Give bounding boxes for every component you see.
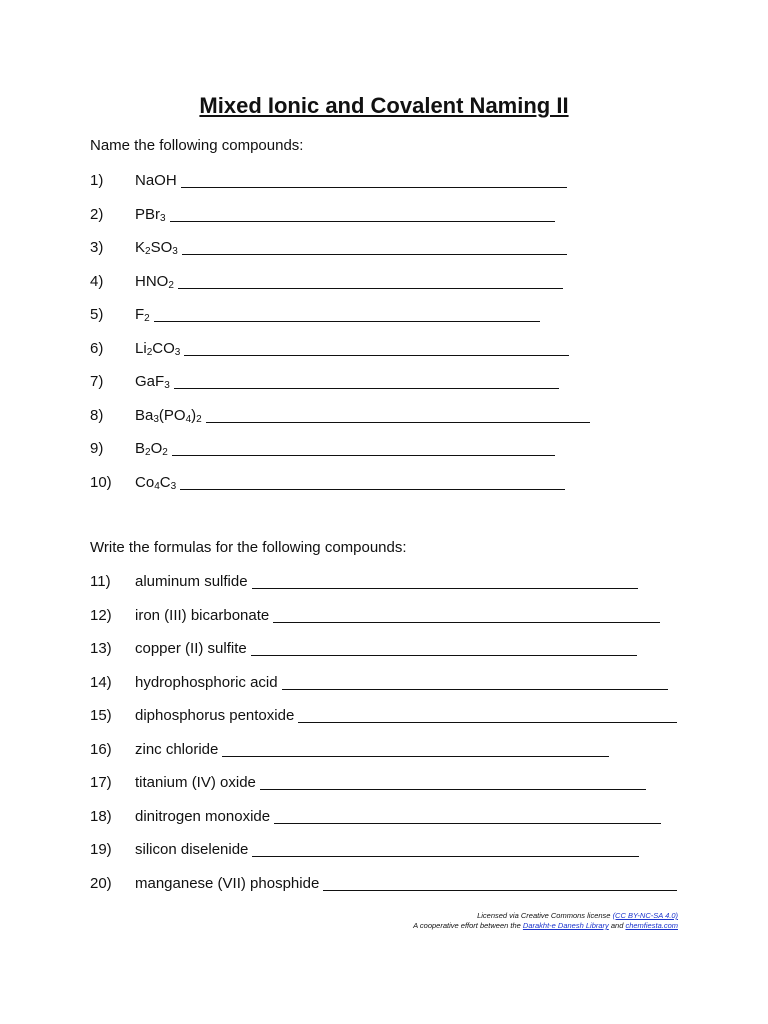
answer-line[interactable]	[178, 272, 563, 289]
question-row	[90, 706, 677, 740]
question-row	[90, 740, 677, 774]
question-number: 4)	[90, 272, 104, 290]
chemical-formula	[135, 305, 150, 325]
question-row	[90, 272, 590, 306]
answer-line[interactable]	[182, 238, 567, 255]
question-row	[90, 473, 590, 507]
chemical-formula	[135, 205, 166, 225]
answer-line[interactable]	[298, 706, 677, 723]
answer-line[interactable]	[172, 439, 555, 456]
answer-line[interactable]	[251, 639, 637, 656]
formula-subscript: 4	[185, 413, 192, 425]
question-number: 11)	[90, 573, 111, 590]
question-row	[90, 372, 590, 406]
formula-symbol: HNO	[135, 272, 169, 290]
question-row	[90, 305, 590, 339]
formula-symbol: )	[191, 406, 197, 424]
answer-line[interactable]	[170, 205, 555, 222]
answer-line[interactable]	[184, 339, 569, 356]
answer-line[interactable]	[274, 807, 661, 824]
site-link[interactable]: chemfiesta.com	[625, 921, 678, 930]
question-number: 13)	[90, 640, 112, 657]
question-number: 6)	[90, 339, 104, 357]
answer-line[interactable]	[154, 305, 540, 322]
question-row	[90, 238, 590, 272]
answer-line[interactable]	[252, 840, 639, 857]
formula-subscript: 2	[146, 346, 153, 358]
formula-subscript: 2	[162, 447, 168, 458]
license-footer	[413, 911, 678, 931]
compound-name: zinc chloride	[135, 740, 219, 758]
formula-symbol: C	[159, 473, 171, 491]
chemical-formula	[135, 238, 178, 258]
formula-subscript: 2	[145, 447, 151, 458]
answer-line[interactable]	[180, 473, 565, 490]
question-number: 10)	[90, 473, 112, 491]
question-number: 2)	[90, 205, 104, 223]
section2-instruction: Write the formulas for the following compounds:	[90, 539, 407, 556]
formula-symbol: GaF	[135, 373, 165, 390]
formula-subscript: 3	[172, 246, 178, 257]
formula-subscript: 3	[174, 346, 181, 358]
question-number: 8)	[90, 406, 104, 424]
question-number: 1)	[90, 172, 104, 189]
chemical-formula	[135, 439, 168, 459]
formula-subscript: 2	[196, 413, 202, 425]
compound-name: hydrophosphoric acid	[135, 673, 278, 691]
formula-symbol: B	[135, 440, 146, 457]
question-number: 19)	[90, 841, 112, 858]
formula-symbol: NaOH	[135, 172, 177, 189]
formula-subscript: 3	[164, 380, 170, 391]
chemical-formula	[135, 406, 202, 426]
formula-subscript: 2	[145, 246, 151, 257]
question-row	[90, 406, 590, 440]
answer-line[interactable]	[222, 740, 609, 757]
cooperative-text: A cooperative effort between the	[413, 921, 523, 930]
question-number: 3)	[90, 239, 104, 256]
chemical-formula	[135, 473, 176, 493]
and-text: and	[608, 921, 626, 930]
formula-symbol: F	[135, 306, 145, 323]
question-number: 5)	[90, 306, 104, 323]
formula-subscript: 3	[160, 212, 166, 224]
compound-name: aluminum sulfide	[135, 573, 248, 590]
question-row	[90, 773, 677, 807]
formula-symbol: Co	[135, 473, 155, 491]
question-number: 9)	[90, 440, 104, 457]
answer-line[interactable]	[206, 406, 590, 423]
formula-symbol: K	[135, 239, 146, 256]
question-number: 14)	[90, 673, 112, 691]
chemical-formula	[135, 339, 180, 359]
formula-symbol: PBr	[135, 205, 161, 223]
answer-line[interactable]	[323, 874, 677, 891]
question-row	[90, 639, 677, 673]
section1-instruction: Name the following compounds:	[90, 137, 304, 154]
license-link[interactable]: (CC BY-NC-SA 4.0)	[612, 911, 678, 920]
answer-line[interactable]	[273, 606, 660, 623]
compound-name: titanium (IV) oxide	[135, 774, 256, 791]
question-number: 20)	[90, 874, 112, 892]
question-row	[90, 606, 677, 640]
answer-line[interactable]	[260, 773, 646, 790]
formula-symbol: Li	[135, 339, 147, 357]
naming-question-list	[90, 171, 590, 506]
library-link[interactable]: Darakht-e Danesh Library	[522, 921, 609, 930]
question-row	[90, 572, 677, 606]
compound-name: iron (III) bicarbonate	[135, 606, 270, 624]
question-row	[90, 339, 590, 373]
question-row	[90, 673, 677, 707]
formula-symbol: O	[150, 440, 163, 457]
cooperative-line	[413, 921, 678, 931]
formula-question-list	[90, 572, 677, 907]
question-number: 7)	[90, 373, 104, 390]
answer-line[interactable]	[282, 673, 668, 690]
compound-name: dinitrogen monoxide	[135, 807, 271, 825]
license-text: Licensed via Creative Commons license	[477, 911, 613, 920]
compound-name: manganese (VII) phosphide	[135, 874, 320, 892]
formula-subscript: 3	[153, 413, 159, 425]
question-row	[90, 171, 590, 205]
formula-subscript: 3	[170, 480, 177, 492]
formula-symbol: Ba	[135, 406, 154, 424]
answer-line[interactable]	[252, 572, 638, 589]
question-number: 16)	[90, 740, 112, 758]
license-line	[413, 911, 678, 921]
chemical-formula	[135, 272, 174, 292]
question-number: 12)	[90, 606, 112, 624]
formula-subscript: 2	[168, 279, 174, 291]
compound-name: diphosphorus pentoxide	[135, 707, 295, 724]
question-number: 17)	[90, 774, 112, 791]
question-row	[90, 807, 677, 841]
answer-line[interactable]	[181, 171, 567, 188]
question-row	[90, 840, 677, 874]
question-row	[90, 439, 590, 473]
question-row	[90, 874, 677, 908]
formula-subscript: 4	[154, 480, 160, 492]
chemical-formula	[135, 171, 177, 191]
question-number: 18)	[90, 807, 112, 825]
formula-symbol: (PO	[158, 406, 186, 424]
formula-symbol: SO	[150, 239, 173, 256]
formula-subscript: 2	[144, 313, 150, 324]
chemical-formula	[135, 372, 170, 392]
worksheet-title: Mixed Ionic and Covalent Naming II	[199, 93, 569, 118]
answer-line[interactable]	[174, 372, 559, 389]
question-row	[90, 205, 590, 239]
question-number: 15)	[90, 707, 112, 724]
compound-name: copper (II) sulfite	[135, 640, 247, 657]
compound-name: silicon diselenide	[135, 841, 249, 858]
formula-symbol: CO	[152, 339, 175, 357]
